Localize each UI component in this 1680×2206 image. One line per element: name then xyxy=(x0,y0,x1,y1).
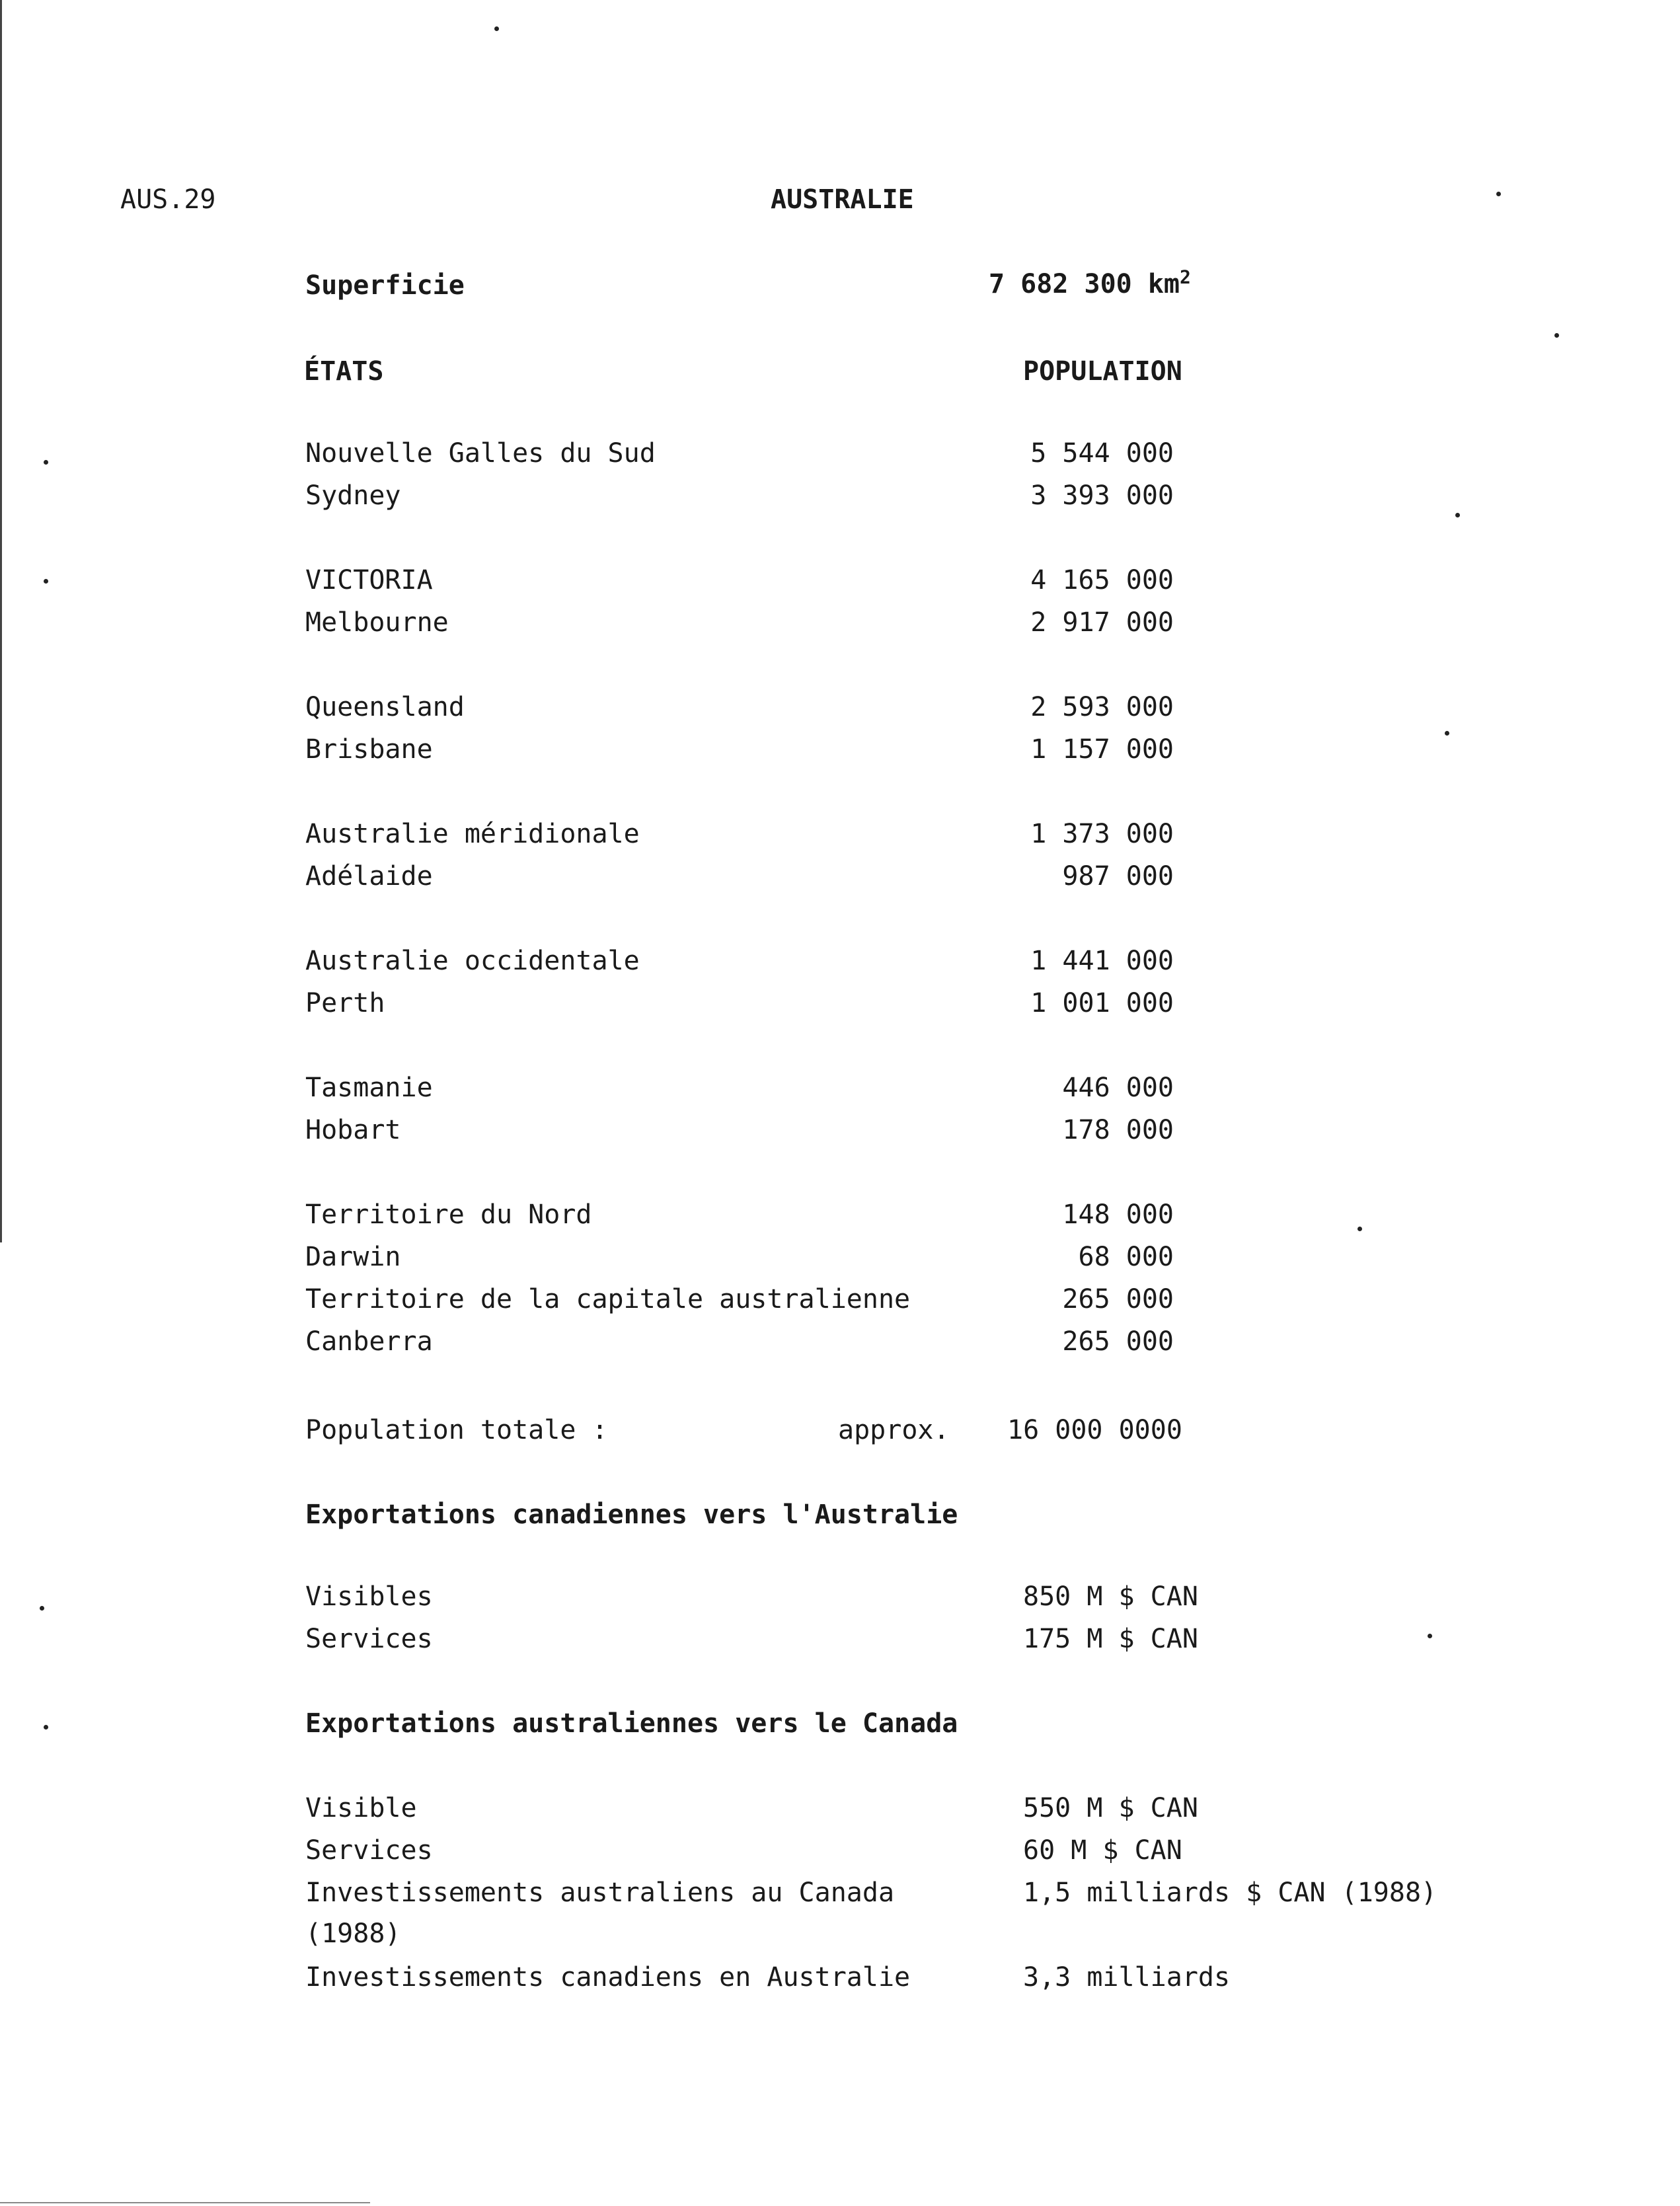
row-value: 148 000 xyxy=(1062,1199,1174,1230)
investment-value: 1,5 milliards $ CAN (1988) xyxy=(1023,1878,1437,1908)
population-column-header: POPULATION xyxy=(1023,356,1182,387)
area-unit-superscript: 2 xyxy=(1179,266,1191,288)
document-title: AUSTRALIE xyxy=(771,184,914,215)
row-label: Tasmanie xyxy=(305,1073,433,1103)
row-label: Australie occidentale xyxy=(305,946,640,976)
area-label: Superficie xyxy=(305,270,465,301)
row-value: 987 000 xyxy=(1062,861,1174,892)
scan-speck xyxy=(44,579,48,584)
row-label: Adélaide xyxy=(305,861,433,892)
exports-ca-value: 175 M $ CAN xyxy=(1023,1624,1198,1654)
total-value: 16 000 0000 xyxy=(1007,1415,1182,1445)
scan-speck xyxy=(1554,333,1559,338)
row-label: Nouvelle Galles du Sud xyxy=(305,438,656,469)
scan-speck xyxy=(1455,513,1460,517)
document-code: AUS.29 xyxy=(120,184,216,215)
row-value: 1 157 000 xyxy=(1030,734,1174,765)
row-label: Queensland xyxy=(305,692,465,722)
scan-speck xyxy=(44,460,48,465)
scan-speck xyxy=(1357,1227,1362,1231)
area-value xyxy=(989,268,1191,300)
row-label: Hobart xyxy=(305,1115,401,1145)
row-label: Territoire du Nord xyxy=(305,1199,592,1230)
exports-ca-heading: Exportations canadiennes vers l'Australie xyxy=(305,1500,958,1530)
row-value: 2 593 000 xyxy=(1030,692,1174,722)
row-value: 1 001 000 xyxy=(1030,988,1174,1018)
row-value: 5 544 000 xyxy=(1030,438,1174,469)
row-value: 4 165 000 xyxy=(1030,565,1174,595)
row-value: 265 000 xyxy=(1062,1326,1174,1357)
exports-ca-label: Visibles xyxy=(305,1581,433,1612)
total-label: Population totale : xyxy=(305,1415,608,1445)
total-qualifier: approx. xyxy=(838,1415,950,1445)
scan-speck xyxy=(1496,192,1501,196)
row-value: 68 000 xyxy=(1078,1242,1174,1272)
scan-speck xyxy=(44,1725,48,1730)
scan-speck xyxy=(40,1606,44,1611)
row-value: 178 000 xyxy=(1062,1115,1174,1145)
row-label: Melbourne xyxy=(305,607,449,638)
scan-edge-rule xyxy=(0,0,2,1242)
investment-label: Investissements australiens au Canada xyxy=(305,1878,895,1908)
exports-ca-label: Services xyxy=(305,1624,433,1654)
row-label: VICTORIA xyxy=(305,565,433,595)
row-value: 265 000 xyxy=(1062,1284,1174,1314)
exports-au-heading: Exportations australiennes vers le Canada xyxy=(305,1708,958,1739)
exports-au-value: 60 M $ CAN xyxy=(1023,1835,1182,1866)
row-value: 1 441 000 xyxy=(1030,946,1174,976)
states-column-header: ÉTATS xyxy=(304,356,384,387)
exports-au-label: Services xyxy=(305,1835,433,1866)
row-value: 446 000 xyxy=(1062,1073,1174,1103)
scan-bottom-rule xyxy=(0,2202,370,2203)
investment-label-line2: (1988) xyxy=(305,1919,401,1949)
scan-speck xyxy=(494,26,499,31)
row-value: 3 393 000 xyxy=(1030,480,1174,511)
investment-value: 3,3 milliards xyxy=(1023,1962,1231,1993)
row-label: Australie méridionale xyxy=(305,819,640,849)
scan-speck xyxy=(1445,731,1449,736)
exports-au-label: Visible xyxy=(305,1793,417,1823)
row-label: Darwin xyxy=(305,1242,401,1272)
row-value: 2 917 000 xyxy=(1030,607,1174,638)
investment-label: Investissements canadiens en Australie xyxy=(305,1962,911,1993)
exports-ca-value: 850 M $ CAN xyxy=(1023,1581,1198,1612)
row-value: 1 373 000 xyxy=(1030,819,1174,849)
exports-au-value: 550 M $ CAN xyxy=(1023,1793,1198,1823)
row-label: Perth xyxy=(305,988,385,1018)
row-label: Sydney xyxy=(305,480,401,511)
scan-speck xyxy=(1428,1634,1432,1638)
row-label: Brisbane xyxy=(305,734,433,765)
row-label: Canberra xyxy=(305,1326,433,1357)
row-label: Territoire de la capitale australienne xyxy=(305,1284,911,1314)
area-value-number: 7 682 300 km xyxy=(989,269,1180,299)
